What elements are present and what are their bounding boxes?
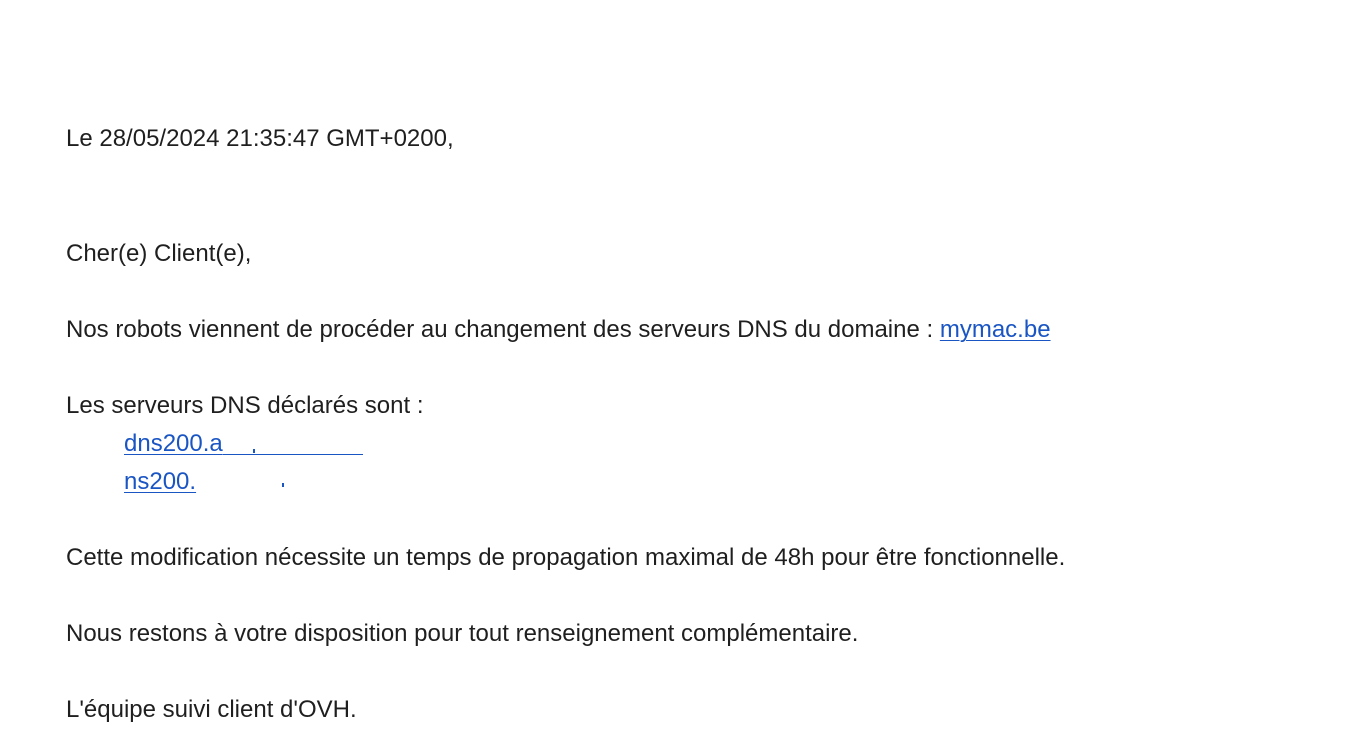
email-date-line: Le 28/05/2024 21:35:47 GMT+0200, — [66, 125, 454, 152]
domain-link[interactable]: mymac.be — [939, 316, 1051, 343]
dns-server-item — [124, 429, 363, 459]
email-signature: L'équipe suivi client d'OVH. — [66, 696, 357, 723]
dns-servers-heading: Les serveurs DNS déclarés sont : — [66, 392, 424, 419]
dns-server-link-primary[interactable]: dns200.a — [124, 430, 223, 457]
dns-server-item — [124, 467, 286, 497]
email-intro-paragraph — [66, 315, 1051, 345]
email-greeting: Cher(e) Client(e), — [66, 240, 252, 267]
dns-server-link-secondary[interactable]: ns200. — [124, 468, 197, 495]
redacted-region — [196, 469, 286, 489]
email-intro-text: Nos robots viennent de procéder au changement des serveurs DNS du domaine : — [66, 316, 940, 343]
redacted-region — [223, 431, 363, 451]
support-paragraph: Nous restons à votre disposition pour tout renseignement complémentaire. — [66, 620, 859, 647]
propagation-paragraph: Cette modification nécessite un temps de propagation maximal de 48h pour être fonctionnelle. — [66, 544, 1066, 571]
